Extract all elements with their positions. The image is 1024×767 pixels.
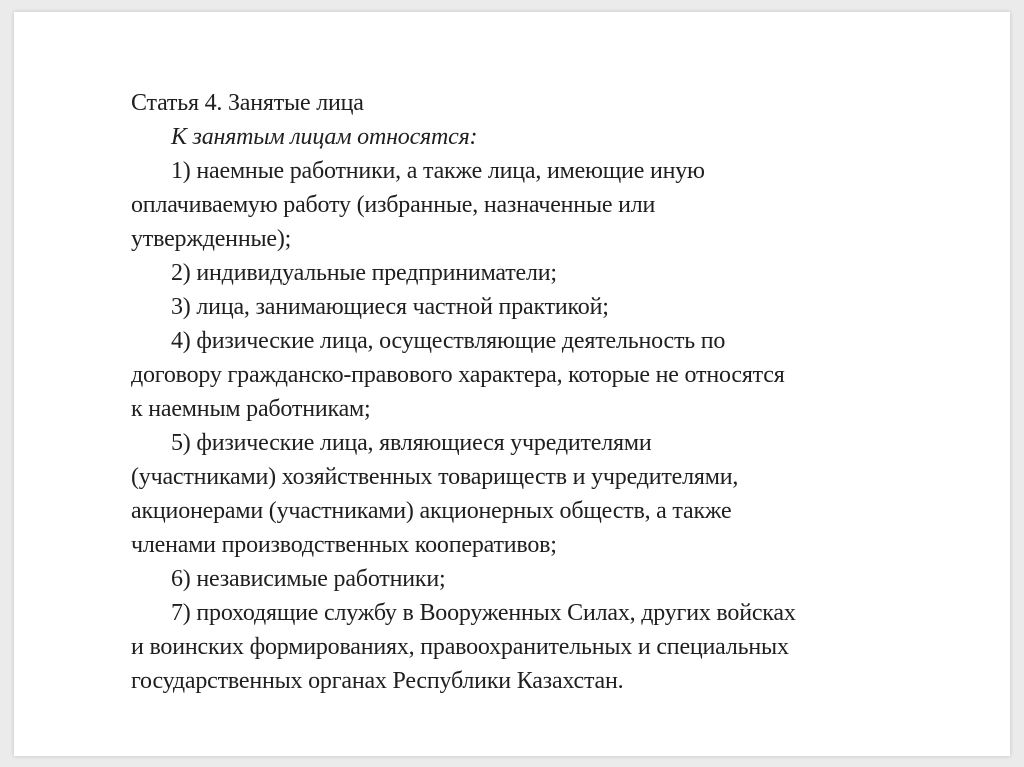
item-3-line-1: 3) лица, занимающиеся частной практикой; (171, 294, 609, 320)
article-title: Статья 4. Занятые лица (131, 90, 364, 116)
item-1-line-1: 1) наемные работники, а также лица, имеющие иную (171, 158, 705, 184)
item-1-line-3: утвержденные); (131, 226, 292, 252)
item-5-line-3: акционерами (участниками) акционерных обществ, а также (131, 498, 732, 524)
item-5-line-1: 5) физические лица, являющиеся учредителями (171, 430, 652, 456)
article-text (131, 86, 951, 698)
item-4-line-1: 4) физические лица, осуществляющие деятельность по (171, 328, 726, 354)
item-4-line-2: договору гражданско-правового характера, которые не относятся (131, 362, 785, 388)
item-5-line-4: членами производственных кооперативов; (131, 532, 557, 558)
item-4-line-3: к наемным работникам; (131, 396, 371, 422)
slide-page (14, 12, 1010, 756)
item-6-line-1: 6) независимые работники; (171, 566, 446, 592)
item-7-line-3: государственных органах Республики Казахстан. (131, 668, 624, 694)
item-1-line-2: оплачиваемую работу (избранные, назначенные или (131, 192, 656, 218)
item-7-line-1: 7) проходящие службу в Вооруженных Силах, других войсках (171, 600, 796, 626)
article-intro: К занятым лицам относятся: (171, 124, 478, 150)
item-2-line-1: 2) индивидуальные предприниматели; (171, 260, 557, 286)
item-5-line-2: (участниками) хозяйственных товариществ и учредителями, (131, 464, 739, 490)
item-7-line-2: и воинских формированиях, правоохранительных и специальных (131, 634, 789, 660)
